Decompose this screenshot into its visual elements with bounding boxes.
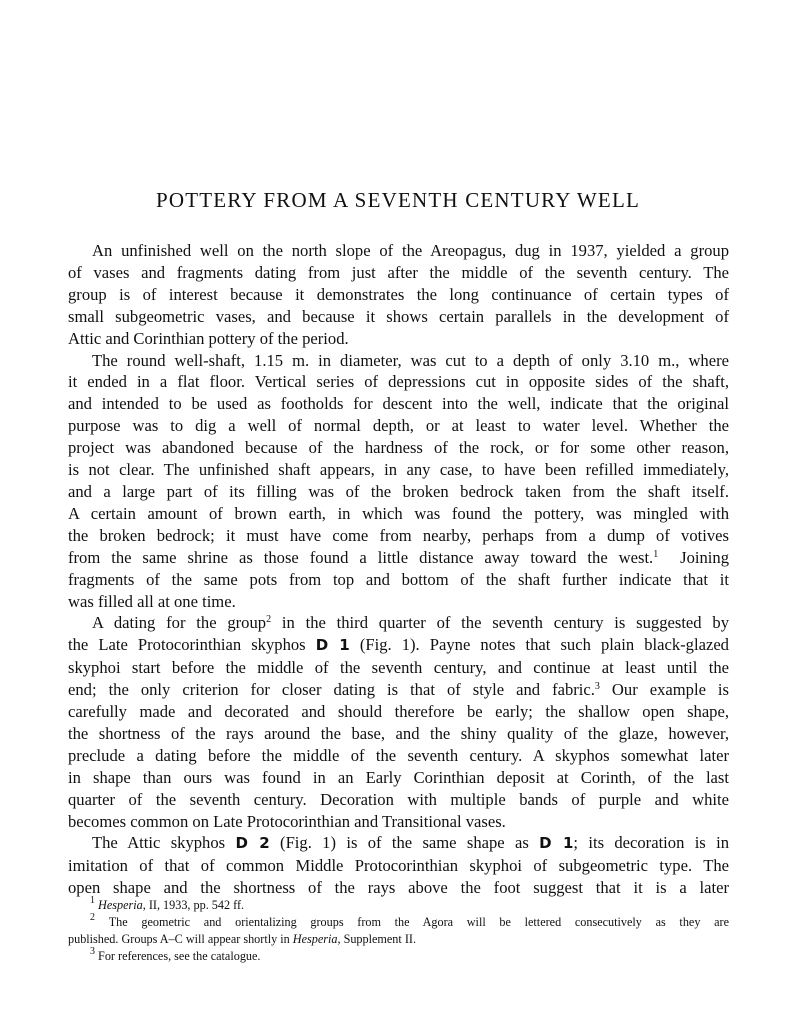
text-run: in the third quarter of the seventh century is suggested by (271, 613, 729, 633)
catalogue-ref-d1: D 1 (315, 636, 350, 655)
paragraph-1 (68, 240, 729, 350)
text-line: was filled all at one time. (68, 591, 236, 611)
text-line: in shape than ours was found in an Early Corinthian deposit at Corinth, of the last (68, 767, 729, 787)
text-line: it ended in a flat floor. Vertical series of depressions cut in opposite sides of the shaft, (68, 372, 729, 392)
catalogue-ref-d2: D 2 (235, 834, 270, 853)
text-line: is not clear. The unfinished shaft appears, in any case, to have been refilled immediately, (68, 460, 729, 480)
text-line (68, 832, 729, 855)
text-line: fragments of the same pots from top and bottom of the shaft further indicate that it (68, 569, 729, 589)
text-run: The geometric and orientalizing groups from the Agora will be lettered consecutively as they are (108, 915, 730, 929)
text-line: An unfinished well on the north slope of the Areopagus, dug in 1937, yielded a group (92, 241, 729, 260)
footnote-ref-2: 2 (266, 614, 272, 626)
footnote-mark: 1 (90, 895, 95, 906)
text-run: A dating for the group (92, 613, 267, 633)
text-line (68, 679, 729, 701)
text-run: from the same shrine as those found a little distance away toward the west. (68, 547, 654, 567)
paragraph-3 (68, 612, 729, 832)
footnote-ref-1: 1 (653, 548, 659, 560)
text-run: Our example is (599, 680, 730, 700)
text-line: purpose was to dig a well of normal depth, or at least to water level. Whether the (68, 416, 729, 436)
text-line: carefully made and decorated and should therefore be early; the shallow open shape, (68, 702, 729, 722)
text-line: The round well-shaft, 1.15 m. in diameter, was cut to a depth of only 3.10 m., where (92, 350, 729, 370)
text-run: The Attic skyphos (92, 833, 236, 853)
footnote-2 (68, 914, 729, 931)
text-line: the shortness of the rays around the base, and the shiny quality of the glaze, however, (68, 723, 729, 743)
text-line: small subgeometric vases, and because it shows certain parallels in the development of (68, 306, 729, 326)
text-line: A certain amount of brown earth, in which was found the pottery, was mingled with (68, 503, 729, 523)
paragraph-2 (68, 350, 729, 613)
text-line: and intended to be used as footholds for descent into the well, indicate that the original (68, 394, 729, 414)
text-line: Attic and Corinthian pottery of the period. (68, 328, 349, 348)
text-line (68, 547, 729, 569)
text-line (68, 634, 729, 657)
text-run: (Fig. 1) is of the same shape as (269, 833, 540, 853)
footnote-2-cont (68, 931, 729, 948)
text-line: of vases and fragments dating from just after the middle of the seventh century. The (68, 262, 729, 282)
text-line: and a large part of its filling was of the broken bedrock taken from the shaft itself. (68, 481, 729, 501)
journal-title: Hesperia (292, 932, 338, 946)
text-run: published. Groups A–C will appear shortly in (68, 932, 293, 946)
text-line: project was abandoned because of the hardness of the rock, or for some other reason, (68, 438, 729, 458)
journal-title: Hesperia (98, 898, 143, 912)
text-line: becomes common on Late Protocorinthian and Transitional vases. (68, 811, 506, 831)
text-run: , II, 1933, pp. 542 ff. (142, 898, 245, 912)
text-line (68, 612, 729, 634)
footnote-ref-3: 3 (594, 681, 600, 693)
text-run: Joining (680, 547, 730, 567)
catalogue-ref-d1: D 1 (539, 834, 574, 853)
text-run: end; the only criterion for closer dating is that of style and fabric. (68, 680, 595, 700)
footnote-3 (68, 948, 729, 965)
page-title: POTTERY FROM A SEVENTH CENTURY WELL (156, 188, 640, 212)
text-run: the Late Protocorinthian skyphos (68, 635, 316, 655)
text-run: ; its decoration is in (573, 833, 729, 853)
footnote-mark: 3 (90, 946, 95, 957)
footnote-1 (68, 897, 729, 914)
text-line: preclude a dating before the middle of the seventh century. A skyphos somewhat later (68, 745, 729, 765)
article-body (68, 240, 729, 899)
footnote-mark: 2 (90, 912, 95, 923)
text-run: , Supplement II. (337, 932, 416, 946)
text-line: imitation of that of common Middle Protocorinthian skyphoi of subgeometric type. The (68, 856, 729, 876)
text-run: (Fig. 1). Payne notes that such plain black-glazed (349, 635, 729, 655)
text-line: group is of interest because it demonstrates the long continuance of certain types of (68, 284, 729, 304)
text-line: skyphoi start before the middle of the seventh century, and continue at least until the (68, 658, 729, 678)
text-line: the broken bedrock; it must have come from nearby, perhaps from a dump of votives (68, 525, 729, 545)
text-line: quarter of the seventh century. Decoration with multiple bands of purple and white (68, 789, 729, 809)
text-run: For references, see the catalogue. (98, 949, 261, 963)
text-line: open shape and the shortness of the rays above the foot suggest that it is a later (68, 878, 729, 898)
paragraph-4 (68, 832, 729, 899)
footnotes (68, 897, 729, 965)
